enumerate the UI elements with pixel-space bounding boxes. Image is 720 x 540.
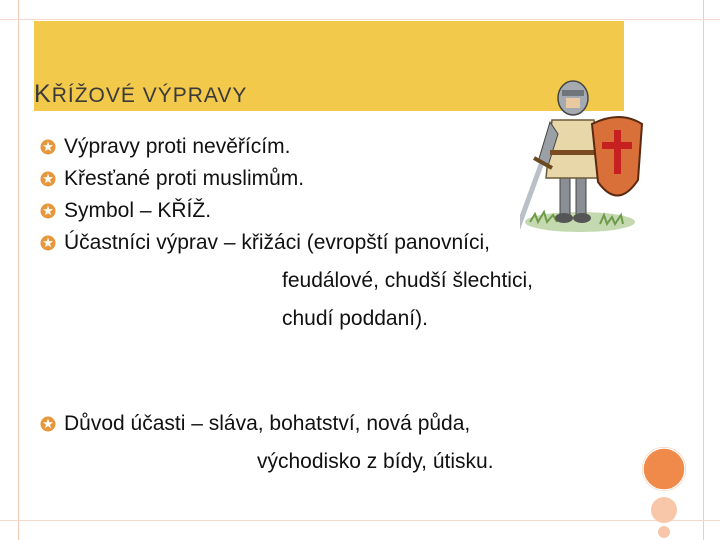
bullet-continuation: feudálové, chudší šlechtici, [282,269,533,292]
flower-bullet-icon [40,203,56,219]
orange-circles-decoration [640,445,690,540]
flower-bullet-icon [40,416,56,432]
bullet-text: Důvod účasti – sláva, bohatství, nová půda, [64,412,471,435]
bullet-text: Účastníci výprav – křižáci (evropští panovníci, [64,231,490,254]
title-rest: ŘÍŽOVÉ VÝPRAVY [51,84,248,107]
title-first-letter: K [34,80,52,108]
flower-bullet-icon [40,235,56,251]
flower-bullet-icon [40,139,56,155]
bullet-text: Symbol – KŘÍŽ. [64,199,212,222]
bullet-text: Křesťané proti muslimům. [64,167,305,190]
bullet-continuation: východisko z bídy, útisku. [257,450,494,473]
bullet-continuation: chudí poddaní). [282,307,428,330]
flower-bullet-icon [40,171,56,187]
bullet-text: Výpravy proti nevěřícím. [64,135,291,158]
